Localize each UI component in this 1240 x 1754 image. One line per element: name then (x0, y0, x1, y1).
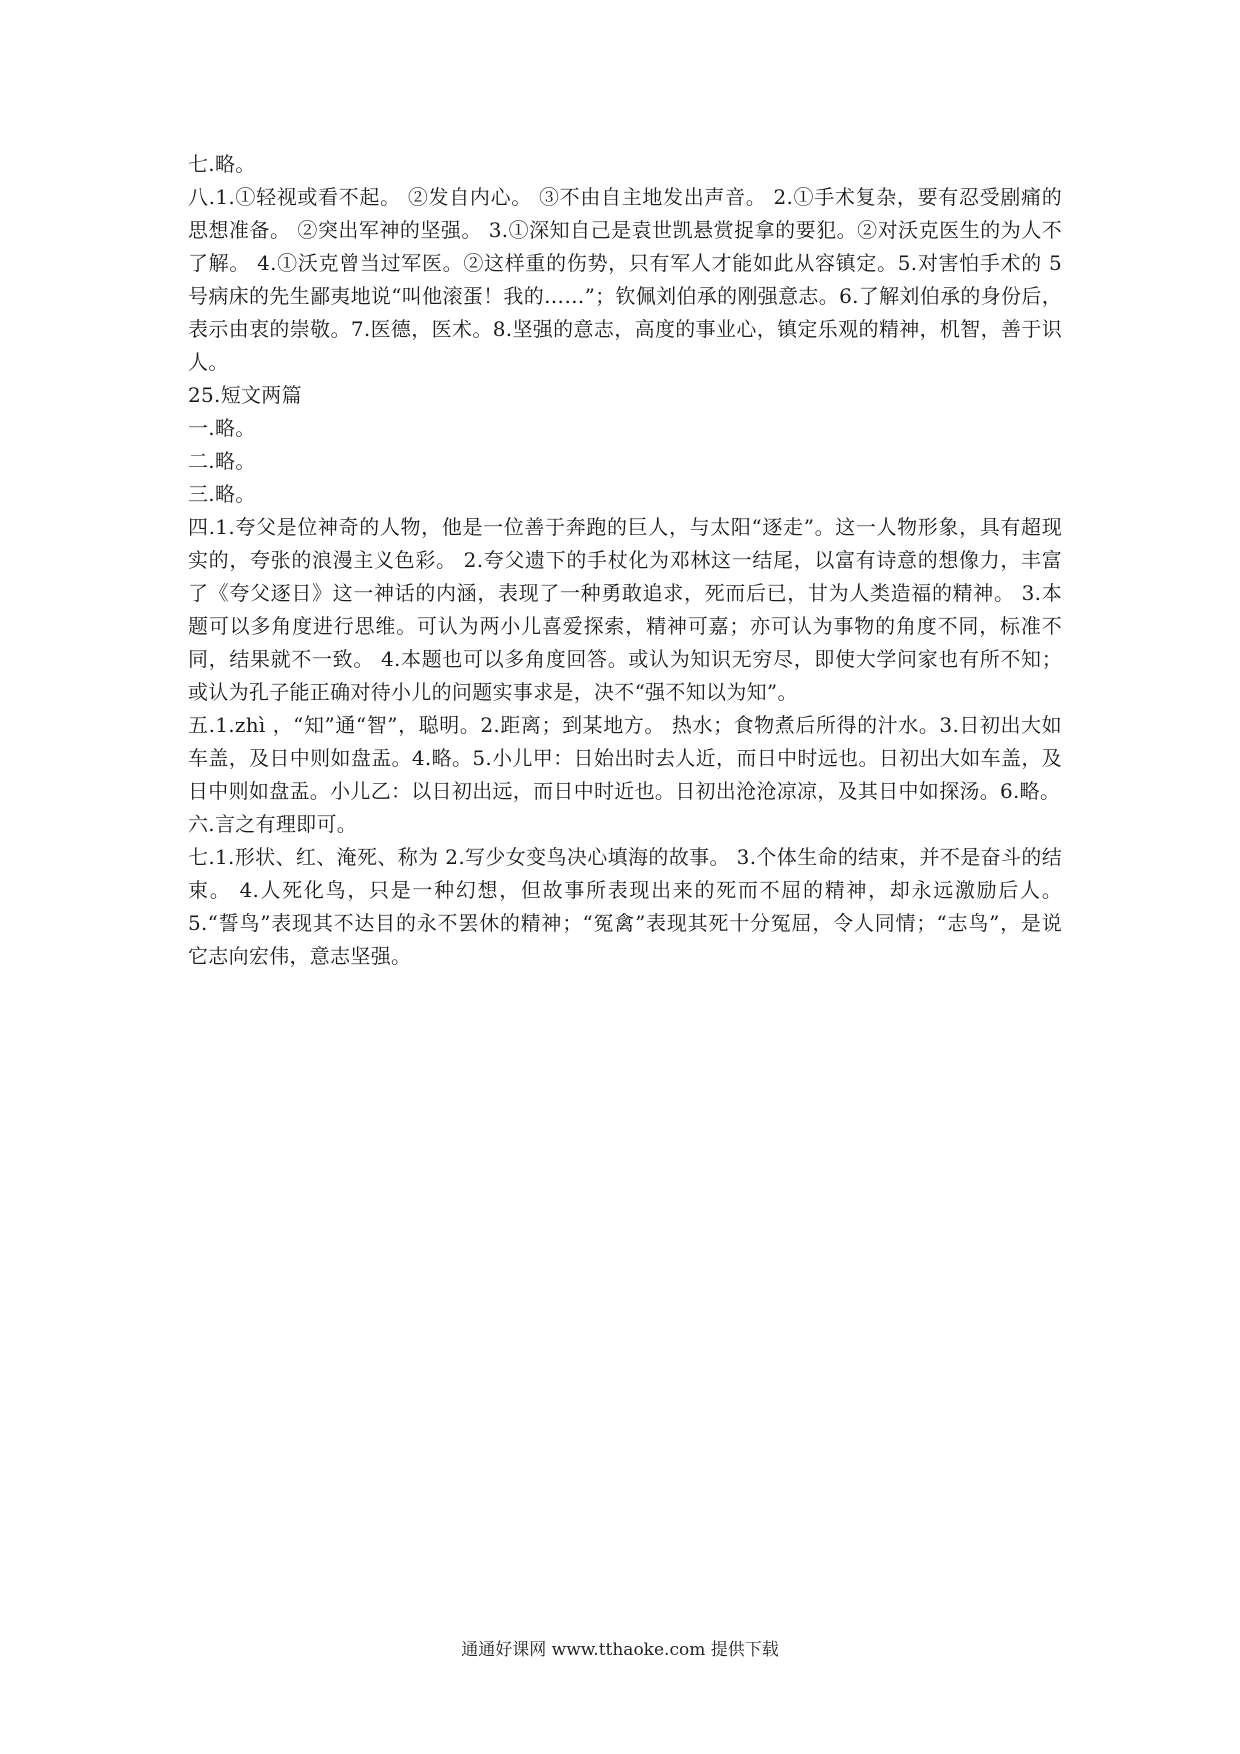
page-footer: 通通好课网 www.tthaoke.com 提供下载 (461, 1640, 779, 1660)
answer-paragraph-wu: 五.1.zhì ，“知”通“智”，聪明。2.距离；到某地方。 热水；食物煮后所得的汁水。3.日初出大如车盖，及日中则如盘盂。4.略。5.小儿甲：日始出时去人近，而日中时远也。日初出大如车盖，及日中则如盘盂。小儿乙：以日初出远，而日中时近也。日初出沧沧凉凉，及其日中如探汤。6.略。 (188, 713, 1062, 803)
section-heading-25: 25.短文两篇 (188, 383, 302, 407)
answer-paragraph-qi-1: 七.略。 (188, 152, 256, 176)
answer-paragraph-ba: 八.1.①轻视或看不起。 ②发自内心。 ③不由自主地发出声音。 2.①手术复杂，要有忍受剧痛的思想准备。 ②突出军神的坚强。 3.①深知自己是袁世凯悬赏捉拿的要犯。②对沃克医生的为人不了解。 4.①沃克曾当过军医。②这样重的伤势，只有军人才能如此从容镇定。5.对害怕手术的 5 号病床的先生鄙夷地说“叫他滚蛋！我的……”；钦佩刘伯承的刚强意志。6.了解刘伯承的身份后，表示由衷的崇敬。7.医德，医术。8.坚强的意志，高度的事业心，镇定乐观的精神，机智，善于识人。 (188, 185, 1062, 374)
answer-paragraph-si: 四.1.夸父是位神奇的人物，他是一位善于奔跑的巨人，与太阳“逐走”。这一人物形象，具有超现实的，夸张的浪漫主义色彩。 2.夸父遗下的手杖化为邓林这一结尾，以富有诗意的想像力，丰富了《夸父逐日》这一神话的内涵，表现了一种勇敢追求，死而后已，甘为人类造福的精神。 3.本题可以多角度进行思维。可认为两小儿喜爱探索，精神可嘉；亦可认为事物的角度不同，标准不同，结果就不一致。 4.本题也可以多角度回答。或认为知识无穷尽，即使大学问家也有所不知；或认为孔子能正确对待小儿的问题实事求是，决不“强不知以为知”。 (188, 515, 1062, 704)
answer-text-block (188, 148, 1062, 973)
answer-paragraph-qi-2: 七.1.形状、红、淹死、称为 2.写少女变鸟决心填海的故事。 3.个体生命的结束，并不是奋斗的结束。 4.人死化鸟，只是一种幻想，但故事所表现出来的死而不屈的精神，却永远激励后人。 5.“誓鸟”表现其不达目的永不罢休的精神；“冤禽”表现其死十分冤屈，令人同情；“志鸟”，是说它志向宏伟，意志坚强。 (188, 845, 1062, 968)
answer-paragraph-yi: 一.略。 (188, 416, 256, 440)
answer-paragraph-liu: 六.言之有理即可。 (188, 812, 358, 836)
answer-paragraph-san: 三.略。 (188, 482, 256, 506)
answer-paragraph-er: 二.略。 (188, 449, 256, 473)
